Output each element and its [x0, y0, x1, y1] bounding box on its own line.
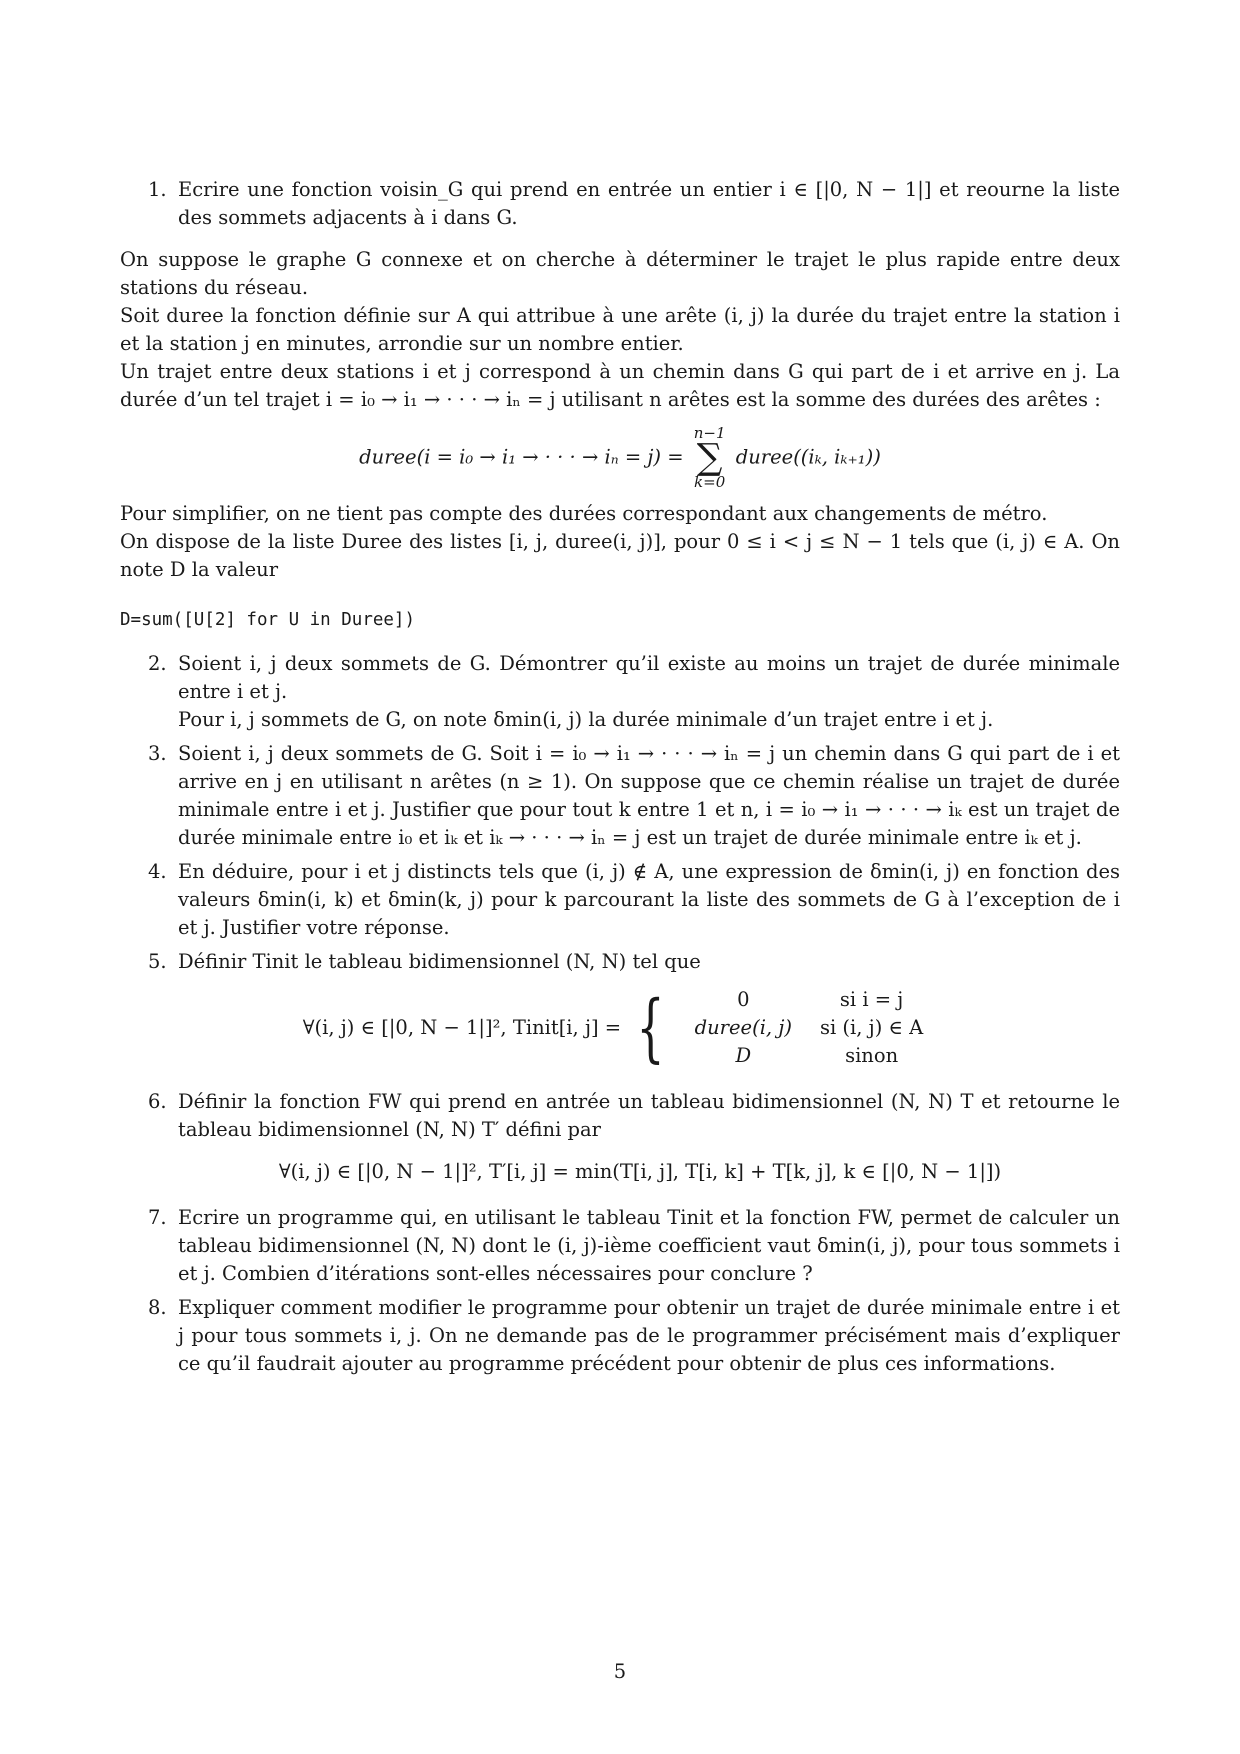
- question-text: Expliquer comment modifier le programme pour obtenir un trajet de durée minimale entre i et j pour tous sommets i, j. On ne demande pas de le programmer précisément mais d’expliquer ce qu’il faudrait ajouter au programme précédent pour obtenir de plus ces informations.: [178, 1296, 1120, 1375]
- question-4: [120, 858, 1120, 942]
- sigma-symbol: ∑: [696, 437, 723, 478]
- question-text: En déduire, pour i et j distincts tels que (i, j) ∉ A, une expression de δmin(i, j) en fonction des valeurs δmin(i, k) et δmin(k, j) pour k parcourant la liste des sommets de G à l’exception de i et j. Justifier votre réponse.: [178, 860, 1120, 939]
- question-1: [120, 176, 1120, 232]
- question-text: Définir Tinit le tableau bidimensionnel (N, N) tel que: [178, 950, 701, 973]
- formula-lhs: duree(i = i₀ → i₁ → · · · → iₙ = j) =: [359, 445, 684, 469]
- page-number: 5: [613, 1660, 627, 1683]
- tinit-lhs: ∀(i, j) ∈ [|0, N − 1|]², Tinit[i, j] =: [302, 1016, 622, 1039]
- case-row: [681, 986, 938, 1014]
- question-number: 4.: [148, 860, 167, 883]
- formula-rhs: duree((iₖ, iₖ₊₁)): [735, 445, 881, 469]
- question-text: Ecrire une fonction voisin_G qui prend en entrée un entier i ∈ [|0, N − 1|] et reourne la liste des sommets adjacents à i dans G.: [178, 178, 1120, 229]
- simplification-paragraph: Pour simplifier, on ne tient pas compte des durées correspondant aux changements de métro.: [120, 502, 1048, 525]
- question-number: 3.: [148, 742, 167, 765]
- cases-table: [681, 986, 938, 1070]
- question-text: Ecrire un programme qui, en utilisant le tableau Tinit et la fonction FW, permet de calculer un tableau bidimensionnel (N, N) dont le (i, j)-ième coefficient vaut δmin(i, j), pour tous sommets i et j. Combien d’itérations sont-elles nécessaires pour conclure ?: [178, 1206, 1120, 1285]
- page-body: [120, 176, 1120, 1384]
- question-text: Soient i, j deux sommets de G. Démontrer qu’il existe au moins un trajet de durée minimale entre i et j.: [178, 652, 1120, 703]
- question-3: [120, 740, 1120, 852]
- left-brace: {: [636, 985, 666, 1071]
- question-text: Définir la fonction FW qui prend en antrée un tableau bidimensionnel (N, N) T et retourne le tableau bidimensionnel (N, N) T′ défini par: [178, 1090, 1120, 1141]
- tinit-definition-formula: [120, 986, 1120, 1070]
- case-row: [681, 1014, 938, 1042]
- intro-paragraph-1: On suppose le graphe G connexe et on cherche à déterminer le trajet le plus rapide entre deux stations du réseau.: [120, 248, 1120, 299]
- duree-list-paragraph: On dispose de la liste Duree des listes [i, j, duree(i, j)], pour 0 ≤ i < j ≤ N − 1 tels que (i, j) ∈ A. On note D la valeur: [120, 530, 1120, 581]
- case-row: [681, 1042, 938, 1070]
- sum-operator: [694, 426, 726, 490]
- intro-paragraph-2: Soit duree la fonction définie sur A qui attribue à une arête (i, j) la durée du trajet entre la station i et la station j en minutes, arrondie sur un nombre entier.: [120, 304, 1120, 355]
- question-number: 5.: [148, 950, 167, 973]
- question-number: 1.: [148, 178, 167, 201]
- question-8: [120, 1294, 1120, 1378]
- question-number: 6.: [148, 1090, 167, 1113]
- case-value: D: [735, 1044, 752, 1067]
- case-condition: si (i, j) ∈ A: [819, 1016, 924, 1039]
- question-text: Soient i, j deux sommets de G. Soit i = i₀ → i₁ → · · · → iₙ = j un chemin dans G qui part de i et arrive en j en utilisant n arêtes (n ≥ 1). On suppose que ce chemin réalise un trajet de durée minimale entre i et j. Justifier que pour tout k entre 1 et n, i = i₀ → i₁ → · · · → iₖ est un trajet de durée minimale entre i₀ et iₖ et iₖ → · · · → iₙ = j est un trajet de durée minimale entre iₖ et j.: [178, 742, 1120, 849]
- question-number: 8.: [148, 1296, 167, 1319]
- sum-lower-bound: k=0: [694, 473, 726, 491]
- case-condition: sinon: [845, 1044, 899, 1067]
- question-number: 7.: [148, 1206, 167, 1229]
- duration-sum-formula: [120, 426, 1120, 490]
- fw-definition-formula: ∀(i, j) ∈ [|0, N − 1|]², T′[i, j] = min(T[i, j], T[i, k] + T[k, j], k ∈ [|0, N − 1|]): [278, 1160, 1002, 1183]
- question-5: [120, 948, 1120, 976]
- code-line: D=sum([U[2] for U in Duree]): [120, 610, 416, 630]
- case-value: duree(i, j): [694, 1016, 792, 1039]
- question-number: 2.: [148, 652, 167, 675]
- question-2: [120, 650, 1120, 734]
- question-6: [120, 1088, 1120, 1144]
- case-value: 0: [737, 988, 750, 1011]
- sum-upper-bound: n−1: [693, 424, 726, 442]
- question-7: [120, 1204, 1120, 1288]
- case-condition: si i = j: [839, 988, 904, 1011]
- intro-paragraph-3: Un trajet entre deux stations i et j correspond à un chemin dans G qui part de i et arrive en j. La durée d’un tel trajet i = i₀ → i₁ → · · · → iₙ = j utilisant n arêtes est la somme des durées des arêtes :: [120, 360, 1120, 411]
- question-text-continued: Pour i, j sommets de G, on note δmin(i, j) la durée minimale d’un trajet entre i et j.: [178, 708, 994, 731]
